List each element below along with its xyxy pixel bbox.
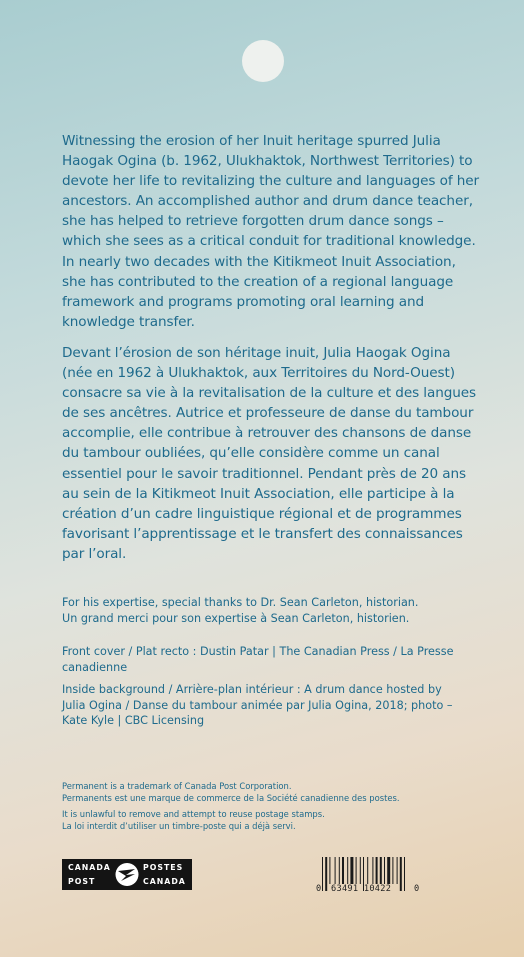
barcode-middle-digits: 63491 10422 bbox=[331, 884, 392, 894]
canada-post-logo bbox=[62, 859, 192, 890]
logo-canada-left: CANADA bbox=[68, 863, 111, 872]
hang-tab-hole bbox=[242, 40, 284, 82]
trademark-notice bbox=[62, 781, 462, 804]
trademark-french: Permanents est une marque de commerce de la Société canadienne des postes. bbox=[62, 792, 400, 803]
acknowledgement-english: For his expertise, special thanks to Dr. Sean Carleton, historian. bbox=[62, 596, 419, 609]
acknowledgement-french: Un grand merci pour son expertise à Sean Carleton, historien. bbox=[62, 611, 410, 625]
canada-post-emblem-icon bbox=[113, 862, 141, 887]
bio-english: Witnessing the erosion of her Inuit heritage spurred Julia Haogak Ogina (b. 1962, Ulukhaktok, Northwest Territories) to devote her life to revitalizing the culture and languages of her ancestors. An accomplished author and drum dance teacher, she has helped to retrieve forgotten drum dance songs – which she sees as a critical conduit for traditional knowledge. In nearly two decades with the Kitikmeot Inuit Association, she has contributed to the creation of a regional language framework and programs promoting oral learning and knowledge transfer. bbox=[62, 133, 480, 330]
trademark-english: Permanent is a trademark of Canada Post Corporation. bbox=[62, 781, 292, 791]
barcode-left-digit: 0 bbox=[316, 884, 322, 894]
reuse-french: La loi interdit d’utiliser un timbre-poste qui a déjà servi. bbox=[62, 820, 296, 831]
credit-front-cover: Front cover / Plat recto : Dustin Patar | The Canadian Press / La Presse canadienne bbox=[62, 645, 454, 674]
bio-french: Devant l’érosion de son héritage inuit, Julia Haogak Ogina (née en 1962 à Ulukhaktok, aux Territoires du Nord-Ouest) consacre sa vie à la revitalisation de la culture et des langues de ses ancêtres. Autrice et professeure de danse du tambour accomplie, elle contribue à retrouver des chansons de danse du tambour oubliées, qu’elle considère comme un canal essentiel pour le savoir traditionnel. Pendant près de 20 ans au sein de la Kitikmeot Inuit Association, elle participe à la création d’un cadre linguistique régional et de programmes favorisant l’apprentissage et le transfert des connaissances par l’oral. bbox=[62, 345, 476, 562]
reuse-english: It is unlawful to remove and attempt to reuse postage stamps. bbox=[62, 809, 325, 819]
logo-canada-right: CANADA bbox=[143, 877, 186, 886]
credit-inside-background: Inside background / Arrière-plan intérieur : A drum dance hosted by Julia Ogina / Danse du tambour animée par Julia Ogina, 2018; photo – Kate Kyle | CBC Licensing bbox=[62, 683, 453, 727]
reuse-notice bbox=[62, 809, 462, 832]
acknowledgement bbox=[62, 595, 462, 626]
logo-post: POST bbox=[68, 877, 96, 886]
barcode-right-digit: 0 bbox=[414, 884, 420, 894]
logo-postes: POSTES bbox=[143, 863, 184, 872]
